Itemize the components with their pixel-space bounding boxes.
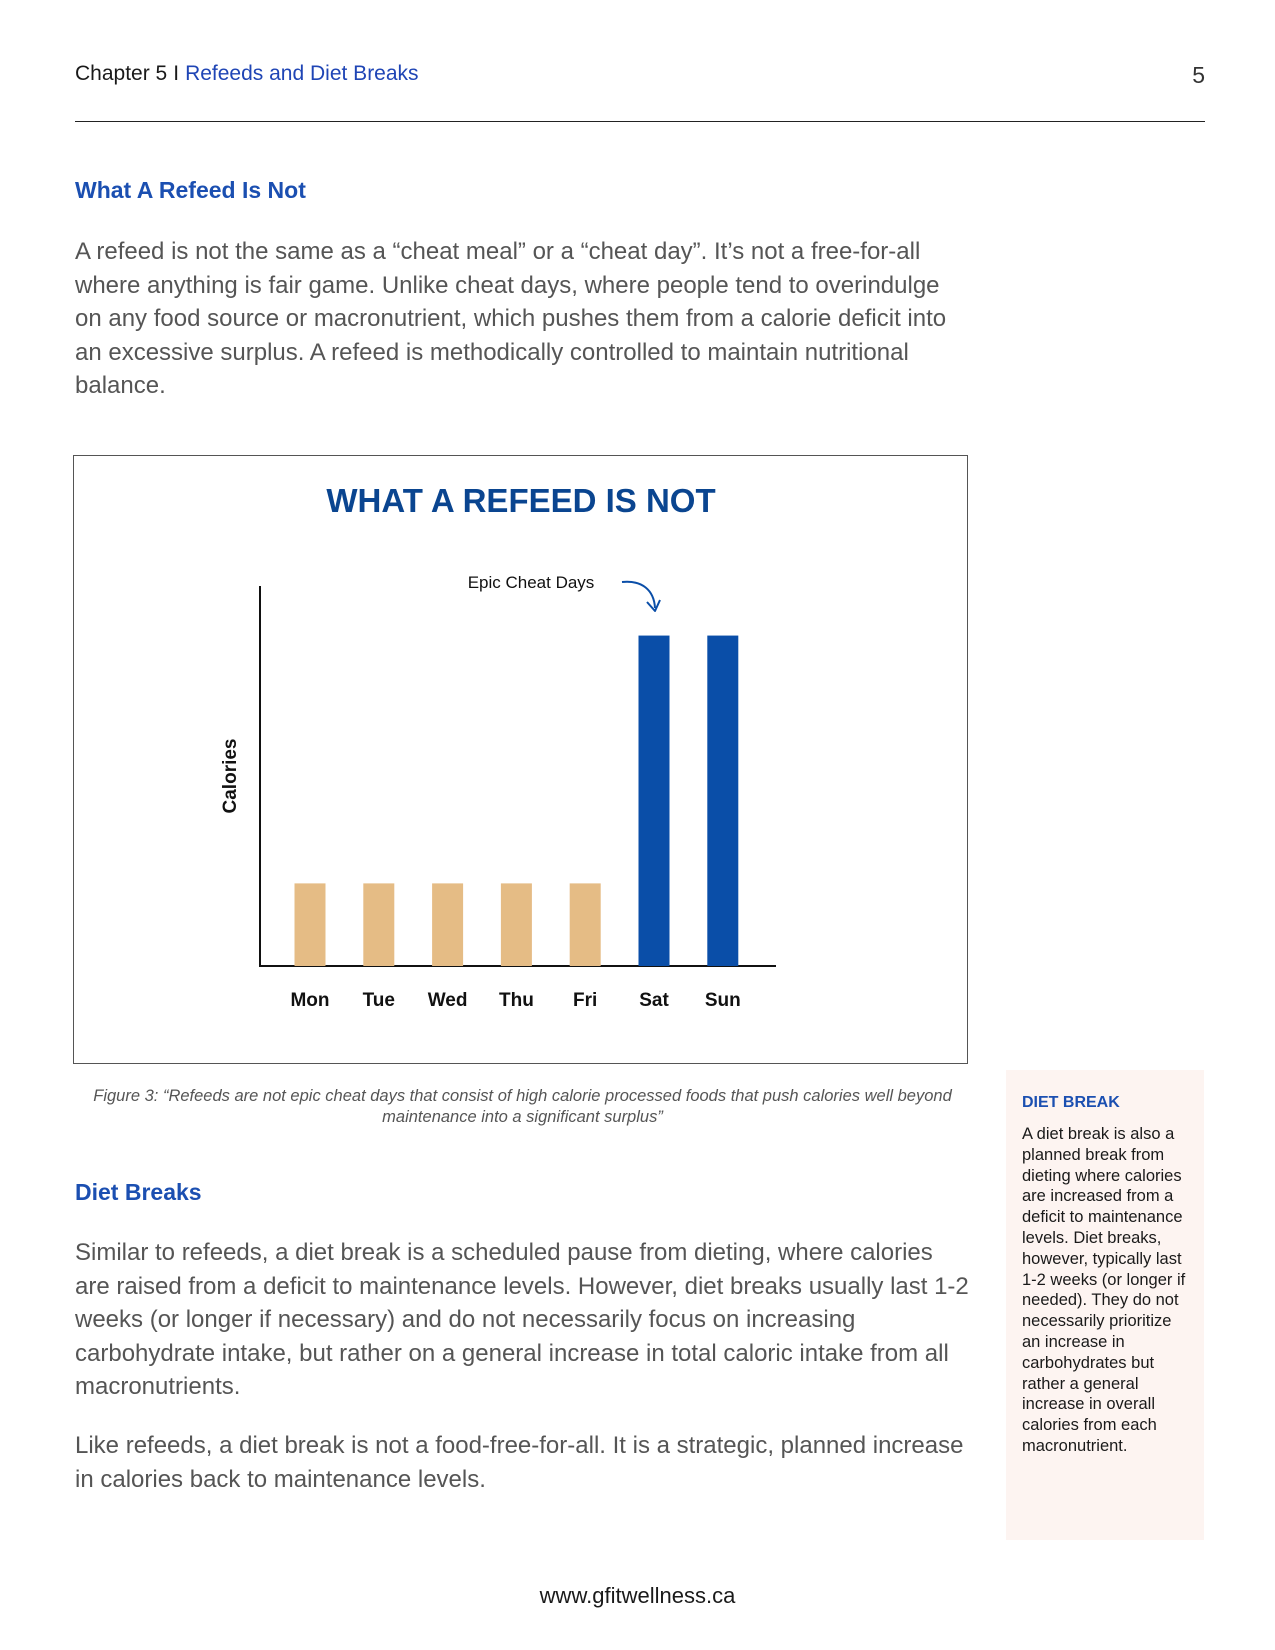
section-title: Refeeds and Diet Breaks (185, 62, 419, 85)
annotation-epic-cheat-days: Epic Cheat Days (467, 573, 595, 592)
bar-thu (501, 883, 532, 966)
x-tick-label: Mon (290, 990, 330, 1011)
bar-wed (432, 883, 463, 966)
bar-fri (570, 883, 601, 966)
chart-title: WHAT A REFEED IS NOT (326, 482, 716, 519)
section-heading-refeed: What A Refeed Is Not (75, 177, 306, 203)
sidebar-callout (1006, 1070, 1204, 1540)
y-axis-label: Calories (220, 738, 241, 814)
refeed-paragraph: A refeed is not the same as a “cheat meal” or a “cheat day”. It’s not a free-for-all where anything is fair game. Unlike cheat days, where people tend to overindulge on any food source or macronutrient, which pushes them from a calorie deficit into an excessive surplus. A refeed is methodically controlled to maintain nutritional balance. (75, 238, 947, 399)
bar-tue (363, 883, 394, 966)
diet-break-paragraph-2: Like refeeds, a diet break is not a food-free-for-all. It is a strategic, planned increase in calories back to maintenance levels. (75, 1432, 964, 1493)
x-tick-label: Wed (427, 990, 468, 1011)
page-header (75, 62, 1205, 92)
chart-figure (73, 455, 968, 1064)
bar-sun (707, 636, 738, 966)
section-heading-diet-breaks: Diet Breaks (75, 1179, 202, 1205)
chapter-label: Chapter 5 (75, 62, 168, 85)
x-tick-label: Sun (704, 990, 741, 1011)
x-tick-label: Thu (498, 990, 534, 1011)
bar-mon (295, 883, 326, 966)
footer-url: www.gfitwellness.ca (539, 1583, 736, 1608)
sidebar-title: DIET BREAK (1022, 1094, 1120, 1111)
x-tick-label: Tue (362, 990, 395, 1011)
header-rule (75, 121, 1205, 122)
diet-break-paragraph-1: Similar to refeeds, a diet break is a scheduled pause from dieting, where calories are raised from a deficit to maintenance levels. However, diet breaks usually last 1-2 weeks (or longer if necessary) and do not necessarily focus on increasing carbohydrate intake, but rather on a general increase in total caloric intake from all macronutrients. (75, 1239, 969, 1400)
figure-caption: Figure 3: “Refeeds are not epic cheat days that consist of high calorie processed foods that push calories well beyond maintenance into a significant surplus” (93, 1087, 952, 1126)
header-separator: I (173, 62, 180, 85)
x-tick-label: Sat (639, 990, 669, 1011)
x-tick-label: Fri (573, 990, 598, 1011)
bar-sat (639, 636, 670, 966)
bar-chart (74, 456, 969, 1065)
sidebar-body: A diet break is also a planned break from dieting where calories are increased from a deficit to maintenance levels. Diet breaks, however, typically last 1-2 weeks (or longer if needed). They do not necessarily prioritize an increase in carbohydrates but rather a general increase in overall calories from each macronutrient. (1022, 1125, 1186, 1455)
page-number: 5 (1192, 62, 1205, 88)
